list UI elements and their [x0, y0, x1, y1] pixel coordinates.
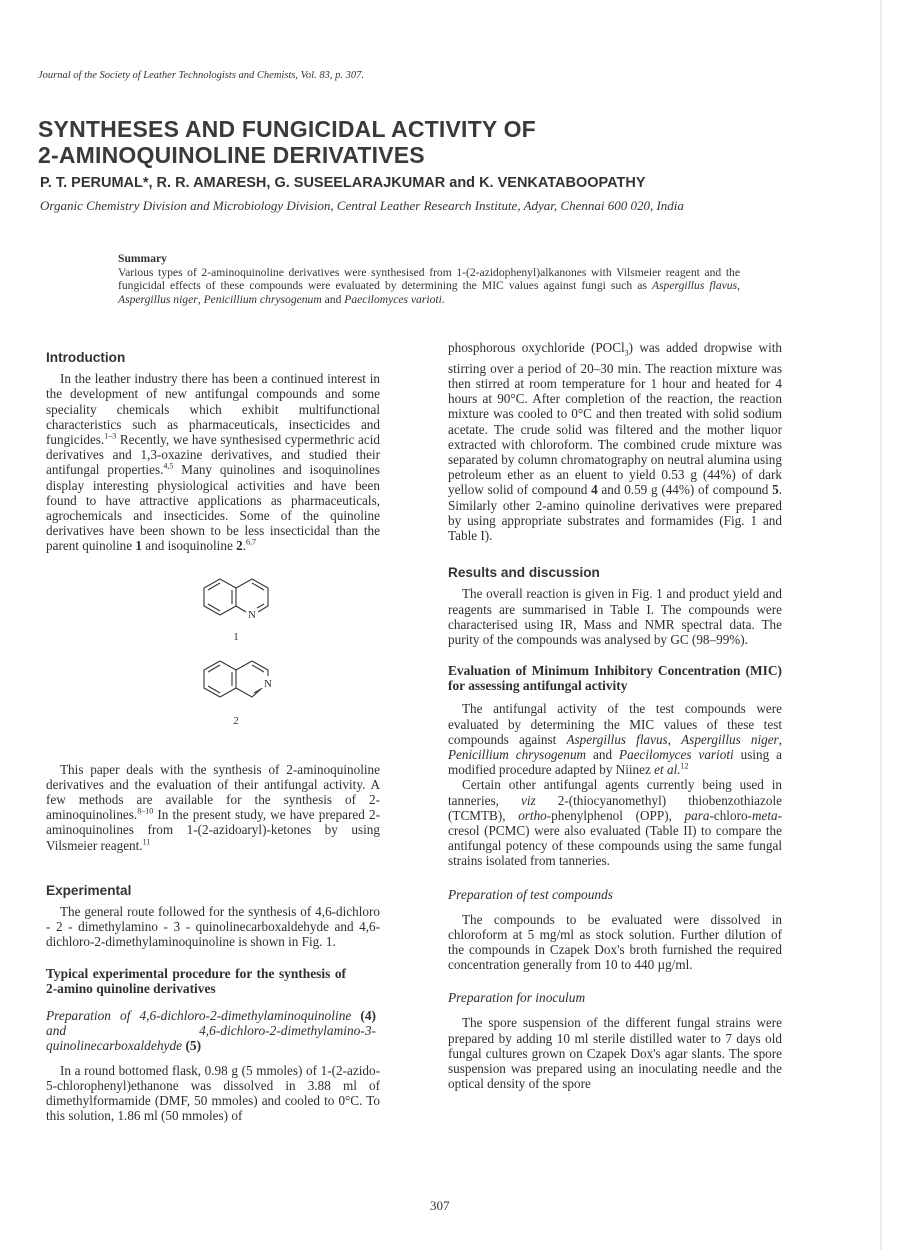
text: -cresol (PCMC) were also evaluated (Table II) to compare the antifungal potency of these compounds using the same fungal strains isolated from tanneries.: [448, 807, 782, 869]
nitrogen-atom: N: [264, 677, 272, 690]
text: and isoquinoline: [141, 538, 237, 554]
text: para: [684, 807, 710, 823]
experimental-paragraph-2: In a round bottomed flask, 0.98 g (5 mmoles) of 1-(2-azido-5-chlorophenyl)ethanone was dissolved in 3.88 ml of dimethylformamide (DMF, 50 mmoles) and cooled to 0°C. To this solution, 1.86 ml (50 mmoles) of: [46, 1062, 380, 1124]
right-column: [448, 340, 782, 1091]
preparation-test-paragraph: The compounds to be evaluated were dissolved in chloroform at 5 mg/ml as stock solution. Further dilution of the compounds in Czapek Dox's broth furnished the required concentration generally from 10 to 440 µg/ml.: [448, 911, 782, 973]
reference: 6,7: [245, 538, 256, 548]
text: and 0.59 g (44%) of compound: [597, 482, 773, 498]
separator: ,: [667, 731, 682, 747]
separator: ,: [778, 731, 782, 747]
text: -phenylphenol (OPP),: [546, 807, 685, 823]
fungus-name: Aspergillus niger: [118, 292, 198, 306]
text: using a modified procedure adapted by Niinez: [448, 746, 782, 778]
separator: ,: [197, 292, 204, 306]
structure-2-label: 2: [233, 714, 239, 727]
compound-number: (5): [185, 1037, 202, 1053]
preparation-test-heading: Preparation of test compounds: [448, 886, 614, 902]
separator: .: [441, 292, 445, 306]
fungus-name: Aspergillus niger: [681, 731, 779, 747]
text: . Similarly other 2-amino quinoline derivatives were prepared by using appropriate substrates and formamides (Fig. 1 and Table I).: [448, 482, 783, 544]
compound-number: (4): [360, 1007, 376, 1023]
fungus-name: Paecilomyces varioti: [619, 746, 734, 762]
summary-text: Various types of 2-aminoquinoline derivatives were synthesised from 1-(2-azidophenyl)alkanones with Vilsmeier reagent and the fungicidal effects of these compounds were evaluated by determining the MIC values against fungi such as: [118, 265, 740, 292]
page-number: 307: [430, 1198, 450, 1213]
text: ) was added dropwise with stirring over a period of 20–30 min. The reaction mixture was then stirred at room temperature for 1 hour and heated for 4 hours at 90°C. After completion of the reaction, the reaction mixture was cooled to 0°C and then treated with solid sodium acetate. The crude solid was filtered and the mother liquor extracted with chloroform. The combined crude mixture was separated by column chromatography on neutral alumina using petroleum ether as an eluent to yield 0.53 g (44%) of dark yellow solid of compound: [448, 340, 782, 498]
quinoline-structure-icon: [196, 570, 286, 630]
text: -chloro-: [709, 807, 752, 823]
text: Many quinolines and isoquinolines display interesting physiological activities and have been found to have attractive applications as pharmaceuticals, agrochemicals and insecticides. Some of the quinoline derivatives have been shown to be less insecticidal than the parent quinoline: [46, 462, 380, 554]
reference: 12: [680, 761, 689, 771]
isoquinoline-structure-icon: [196, 652, 286, 712]
title-line-1: SYNTHESES AND FUNGICIDAL ACTIVITY OF: [38, 116, 536, 142]
compound-number: 4: [591, 482, 598, 498]
compound-number: 1: [135, 538, 142, 554]
text: In the leather industry there has been a continued interest in the development of new antifungal compounds and some speciality chemicals which exhibit multifunctional characteristics such as pharmaceuticals, insecticides and fungicides.: [46, 371, 380, 448]
scan-edge-line: [880, 0, 882, 1250]
introduction-heading: Introduction: [46, 350, 126, 365]
experimental-paragraph-3: [448, 340, 782, 543]
text: .: [242, 538, 246, 554]
reference: 4,5: [163, 462, 174, 472]
summary-heading: Summary: [118, 252, 167, 265]
structure-1-label: 1: [233, 630, 239, 643]
text: viz: [521, 792, 536, 808]
fungus-name: Penicillium chrysogenum: [448, 746, 587, 762]
text: and 4,6-dichloro-2-dimethylamino-3-quinolinecarboxaldehyde: [46, 1022, 376, 1053]
citation-etal: et al.: [654, 762, 681, 778]
text: 2-(thiocyanomethyl) thiobenzothiazole (TCMTB),: [448, 792, 782, 823]
experimental-heading: Experimental: [46, 882, 132, 898]
intro-paragraph-2: [46, 762, 380, 853]
procedure-subheading: Typical experimental procedure for the synthesis of 2-amino quinoline derivatives: [46, 965, 346, 996]
separator: ,: [737, 279, 740, 292]
reference: 1–3: [104, 431, 117, 441]
mic-paragraph-1: [448, 701, 782, 777]
article-title: [38, 116, 678, 168]
journal-citation: Journal of the Society of Leather Technologists and Chemists, Vol. 83, p. 307.: [38, 70, 364, 81]
results-heading: Results and discussion: [448, 565, 600, 581]
chemical-structures: [46, 570, 380, 740]
reference: 8–10: [137, 806, 154, 816]
fungus-name: Aspergillus flavus: [651, 279, 738, 292]
results-paragraph-1: The overall reaction is given in Fig. 1 and product yield and reagents are summarised in Table I. The compounds were characterised using IR, Mass and NMR spectral data. The purity of the compounds was analysed by GC (98–99%).: [448, 586, 782, 648]
text: The antifungal activity of the test compounds were evaluated by determining the MIC values of these test compounds against: [448, 701, 782, 747]
compound-number: 5: [772, 482, 779, 498]
experimental-paragraph-1: The general route followed for the synthesis of 4,6-dichloro - 2 - dimethylamino - 3 - quinolinecarboxaldehyde and 4,6-dichloro-2-dimethylaminoquinoline is shown in Fig. 1.: [46, 904, 380, 950]
preparation-inoculum-paragraph: The spore suspension of the different fungal strains were prepared by adding 10 ml sterile distilled water to 7 days old fungal cultures grown on Czapek Dox's agar slants. The spore suspension was prepared using an inoculating needle and the optical density of the spore: [448, 1015, 782, 1092]
text: phosphorous oxychloride (POCl: [448, 340, 625, 355]
text: Preparation of 4,6-dichloro-2-dimethylaminoquinoline: [46, 1007, 361, 1023]
text: This paper deals with the synthesis of 2-aminoquinoline derivatives and the evaluation of their antifungal activity. A few methods are available for the synthesis of 2-aminoquinolines.: [46, 761, 380, 823]
intro-paragraph-1: [46, 371, 380, 553]
title-line-2: 2-AMINOQUINOLINE DERIVATIVES: [38, 142, 425, 168]
text: ortho: [518, 807, 547, 823]
mic-paragraph-2: [448, 777, 782, 868]
text: In the present study, we have prepared 2-aminoquinolines from 1-(2-azidoaryl)-ketones by using Vilsmeier reagent.: [46, 807, 380, 853]
text: meta: [751, 807, 778, 823]
left-column: [46, 350, 380, 1123]
summary-block: [118, 252, 740, 306]
nitrogen-atom: N: [248, 608, 256, 621]
preparation-subheading: [46, 1008, 376, 1053]
preparation-inoculum-heading: Preparation for inoculum: [448, 990, 586, 1006]
text: Certain other antifungal agents currently being used in tanneries,: [448, 777, 782, 808]
subscript: 3: [624, 348, 629, 358]
mic-subheading: Evaluation of Minimum Inhibitory Concentration (MIC) for assessing antifungal activity: [448, 663, 782, 694]
fungus-name: Paecilomyces varioti: [344, 292, 442, 306]
compound-number: 2: [236, 538, 243, 554]
fungus-name: Penicillium chrysogenum: [203, 292, 322, 306]
separator: and: [321, 292, 345, 306]
text: Recently, we have synthesised cypermethric acid derivatives and 1,3-oxazine derivatives, and studied their antifungal properties.: [46, 432, 380, 478]
separator: and: [586, 746, 620, 762]
fungus-name: Aspergillus flavus: [566, 731, 668, 747]
reference: 11: [142, 837, 151, 847]
authors: P. T. PERUMAL*, R. R. AMARESH, G. SUSEELARAJKUMAR and K. VENKATABOOPATHY: [40, 175, 646, 191]
affiliation: Organic Chemistry Division and Microbiology Division, Central Leather Research Institute, Adyar, Chennai 600 020, India: [40, 198, 684, 213]
